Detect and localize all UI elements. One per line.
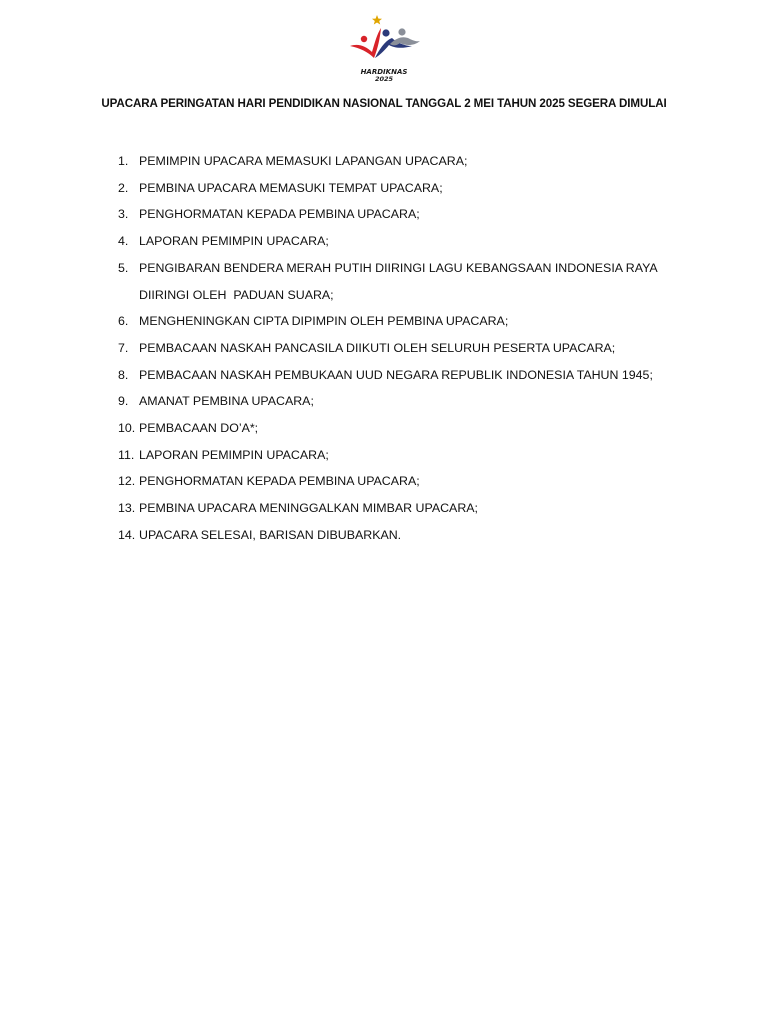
logo-red-swoosh (350, 28, 381, 58)
list-item-line: PEMBACAAN NASKAH PANCASILA DIIKUTI OLEH SELURUH PESERTA UPACARA; (139, 340, 616, 355)
ceremony-steps-list (110, 148, 710, 549)
list-item-number (110, 442, 139, 469)
list-item-number (110, 415, 139, 442)
list-item (110, 362, 710, 389)
logo-red-head (361, 36, 367, 42)
list-item (110, 148, 710, 175)
list-item (110, 335, 710, 362)
list-item-number (110, 495, 139, 522)
list-item-number-label: 5. (118, 260, 129, 275)
list-item-line: PENGHORMATAN KEPADA PEMBINA UPACARA; (139, 474, 420, 489)
logo-star (372, 15, 382, 25)
list-item-text (139, 228, 710, 255)
list-item-number-label: 4. (118, 234, 129, 249)
list-item (110, 495, 710, 522)
list-item-number (110, 335, 139, 362)
list-item-number-label: 7. (118, 340, 129, 355)
list-item-number (110, 362, 139, 389)
list-item-text (139, 175, 710, 202)
list-item (110, 228, 710, 255)
logo-text-line1: HARDIKNAS (360, 68, 408, 76)
list-item-number (110, 468, 139, 495)
list-item-number-label: 8. (118, 367, 129, 382)
list-item-number-label: 11. (118, 447, 135, 462)
list-item-number (110, 148, 139, 175)
list-item-text (139, 442, 710, 469)
list-item-text (139, 255, 710, 308)
list-item-number (110, 228, 139, 255)
list-item-line: PENGHORMATAN KEPADA PEMBINA UPACARA; (139, 207, 420, 222)
list-item (110, 522, 710, 549)
logo-navy-head (382, 29, 389, 36)
list-item-line: MENGHENINGKAN CIPTA DIPIMPIN OLEH PEMBINA UPACARA; (139, 314, 509, 329)
list-item-number-label: 9. (118, 394, 129, 409)
logo-gray-head (398, 28, 405, 35)
hardiknas-logo (344, 12, 424, 84)
list-item-text (139, 522, 710, 549)
list-item-line: LAPORAN PEMIMPIN UPACARA; (139, 447, 329, 462)
logo-text-line2: 2025 (374, 75, 394, 83)
list-item-number-label: 3. (118, 207, 129, 222)
list-item-number-label: 1. (118, 154, 129, 168)
list-item (110, 201, 710, 228)
list-item-number (110, 255, 139, 308)
list-item-number (110, 308, 139, 335)
list-item-number-label: 2. (118, 180, 129, 195)
list-item-number (110, 201, 139, 228)
list-item-number-label: 14. (118, 527, 136, 542)
list-item (110, 308, 710, 335)
list-item-number-label: 12. (118, 474, 136, 489)
page-title: UPACARA PERINGATAN HARI PENDIDIKAN NASIONAL TANGGAL 2 MEI TAHUN 2025 SEGERA DIMULAI (101, 97, 667, 110)
list-item-line: PENGIBARAN BENDERA MERAH PUTIH DIIRINGI LAGU KEBANGSAAN INDONESIA RAYA (139, 260, 658, 275)
list-item-line: UPACARA SELESAI, BARISAN DIBUBARKAN. (139, 527, 402, 542)
list-item-number-label: 10. (118, 421, 136, 436)
list-item (110, 388, 710, 415)
list-item-text (139, 308, 710, 335)
list-item (110, 468, 710, 495)
list-item (110, 415, 710, 442)
list-item-number (110, 175, 139, 202)
list-item-line: PEMBACAAN DO’A*; (139, 421, 259, 436)
list-item-number (110, 522, 139, 549)
list-item-text (139, 362, 710, 389)
list-item-text (139, 495, 710, 522)
list-item-text (139, 335, 710, 362)
list-item (110, 255, 710, 308)
list-item-number-label: 6. (118, 314, 129, 329)
list-item-number (110, 388, 139, 415)
list-item (110, 442, 710, 469)
list-item (110, 175, 710, 202)
logo-gray-swoosh (390, 37, 420, 45)
list-item-text (139, 148, 710, 175)
list-item-line: PEMBACAAN NASKAH PEMBUKAAN UUD NEGARA REPUBLIK INDONESIA TAHUN 1945; (139, 367, 653, 382)
list-item-line: DIIRINGI OLEH PADUAN SUARA; (139, 287, 334, 302)
list-item-line: PEMBINA UPACARA MEMASUKI TEMPAT UPACARA; (139, 180, 443, 195)
hardiknas-logo-icon (344, 12, 424, 84)
list-item-text (139, 468, 710, 495)
list-item-line: PEMIMPIN UPACARA MEMASUKI LAPANGAN UPACARA; (139, 154, 468, 168)
list-item-text (139, 201, 710, 228)
list-item-line: LAPORAN PEMIMPIN UPACARA; (139, 234, 329, 249)
list-item-number-label: 13. (118, 501, 136, 516)
list-item-text (139, 415, 710, 442)
list-item-line: AMANAT PEMBINA UPACARA; (139, 394, 314, 409)
list-item-text (139, 388, 710, 415)
list-item-line: PEMBINA UPACARA MENINGGALKAN MIMBAR UPACARA; (139, 501, 478, 516)
